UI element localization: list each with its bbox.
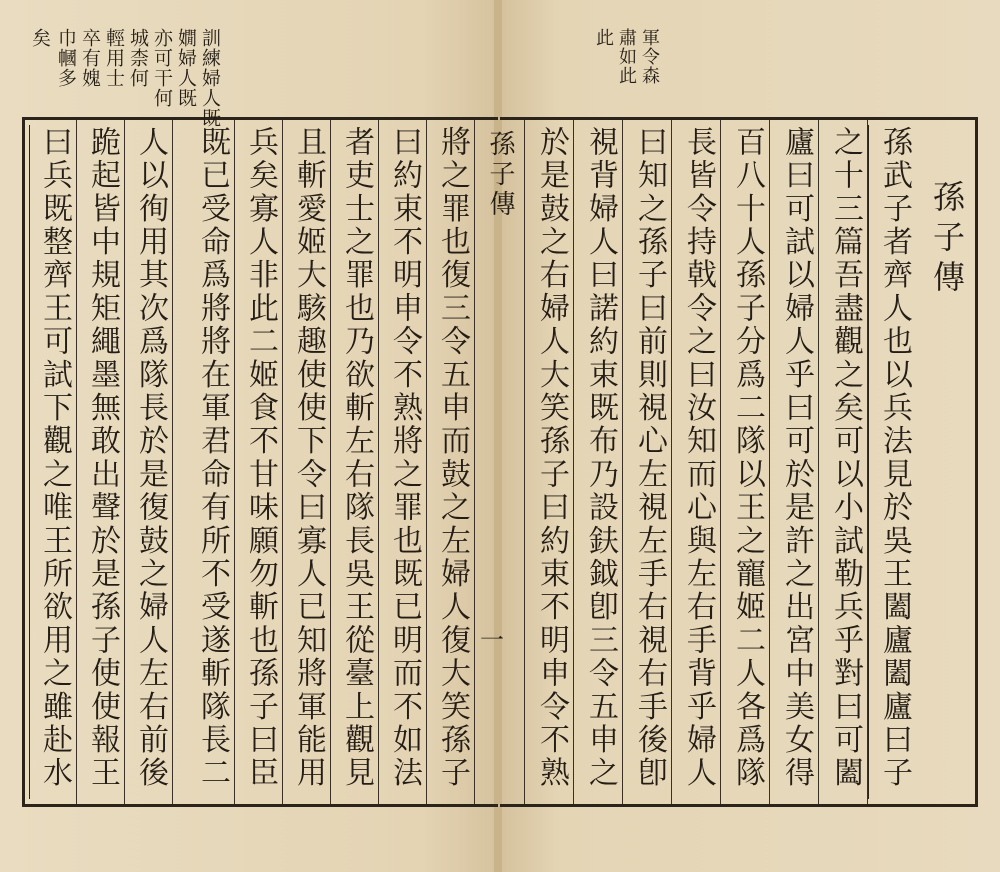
head-note: 嫺婦人既 bbox=[175, 28, 197, 108]
column-rule bbox=[671, 120, 672, 804]
head-note: 肅如此 bbox=[616, 28, 637, 85]
text-column: 之十三篇吾盡觀之矣可以小試勒兵乎對曰可闔 bbox=[828, 126, 863, 790]
book-title: 孫子傳 bbox=[928, 180, 966, 300]
left-inner-rule bbox=[29, 125, 30, 799]
column-rule bbox=[124, 120, 125, 804]
column-rule bbox=[720, 120, 721, 804]
text-column: 曰約束不明申令不熟將之罪也既已明而不如法 bbox=[387, 126, 422, 790]
column-rule bbox=[76, 120, 77, 804]
head-note: 矣 bbox=[29, 28, 51, 48]
folio-number: 一 bbox=[480, 626, 504, 654]
column-rule bbox=[818, 120, 819, 804]
column-rule bbox=[867, 120, 868, 804]
column-rule bbox=[769, 120, 770, 804]
text-column: 跪起皆中規矩繩墨無敢出聲於是孫子使使報王 bbox=[85, 126, 120, 790]
head-note: 亦可干何 bbox=[151, 28, 173, 108]
text-column: 孫武子者齊人也以兵法見於吳王闔廬闔廬曰子 bbox=[877, 126, 912, 790]
text-column: 將之罪也復三令五申而鼓之左婦人復大笑孫子 bbox=[435, 126, 470, 790]
centre-title: 孫子傳 bbox=[485, 130, 515, 220]
head-note: 訓練婦人既 bbox=[199, 28, 221, 128]
text-column: 者吏士之罪也乃欲斬左右隊長吳王從臺上觀見 bbox=[339, 126, 374, 790]
column-rule bbox=[234, 120, 235, 804]
text-column: 曰知之孫子曰前則視心左視左手右視右手後卽 bbox=[632, 126, 667, 790]
text-column: 人以徇用其次爲隊長於是復鼓之婦人左右前後 bbox=[133, 126, 168, 790]
text-column: 曰兵既整齊王可試下觀之唯王所欲用之雖赴水 bbox=[37, 126, 72, 790]
column-rule bbox=[622, 120, 623, 804]
head-note: 輕用士 bbox=[103, 28, 125, 88]
column-rule bbox=[172, 120, 173, 804]
head-note: 城柰何 bbox=[127, 28, 149, 88]
column-rule bbox=[426, 120, 427, 804]
column-rule bbox=[524, 120, 525, 804]
column-rule bbox=[282, 120, 283, 804]
head-note: 巾幗多 bbox=[55, 28, 77, 88]
text-column: 百八十人孫子分爲二隊以王之寵姬二人各爲隊 bbox=[730, 126, 765, 790]
head-note: 此 bbox=[593, 28, 614, 47]
head-note: 軍令森 bbox=[639, 28, 660, 85]
column-rule bbox=[573, 120, 574, 804]
column-rule bbox=[474, 120, 475, 804]
text-column: 既已受命爲將將在軍君命有所不受遂斬隊長二 bbox=[195, 126, 230, 790]
text-column: 且斬愛姬大駭趣使使下令曰寡人已知將軍能用 bbox=[291, 126, 326, 790]
title-column-rule bbox=[868, 125, 869, 799]
text-column: 長皆令持戟令之曰汝知而心與左右手背乎婦人 bbox=[681, 126, 716, 790]
text-column: 於是鼓之右婦人大笑孫子曰約束不明申令不熟 bbox=[534, 126, 569, 790]
text-column: 兵矣寡人非此二姬食不甘味願勿斬也孫子曰臣 bbox=[243, 126, 278, 790]
text-column: 視背婦人曰諾約束既布乃設鈇鉞卽三令五申之 bbox=[583, 126, 618, 790]
column-rule bbox=[378, 120, 379, 804]
column-rule bbox=[330, 120, 331, 804]
head-note: 卒有媿 bbox=[79, 28, 101, 88]
text-column: 廬曰可試以婦人乎曰可於是許之出宮中美女得 bbox=[779, 126, 814, 790]
